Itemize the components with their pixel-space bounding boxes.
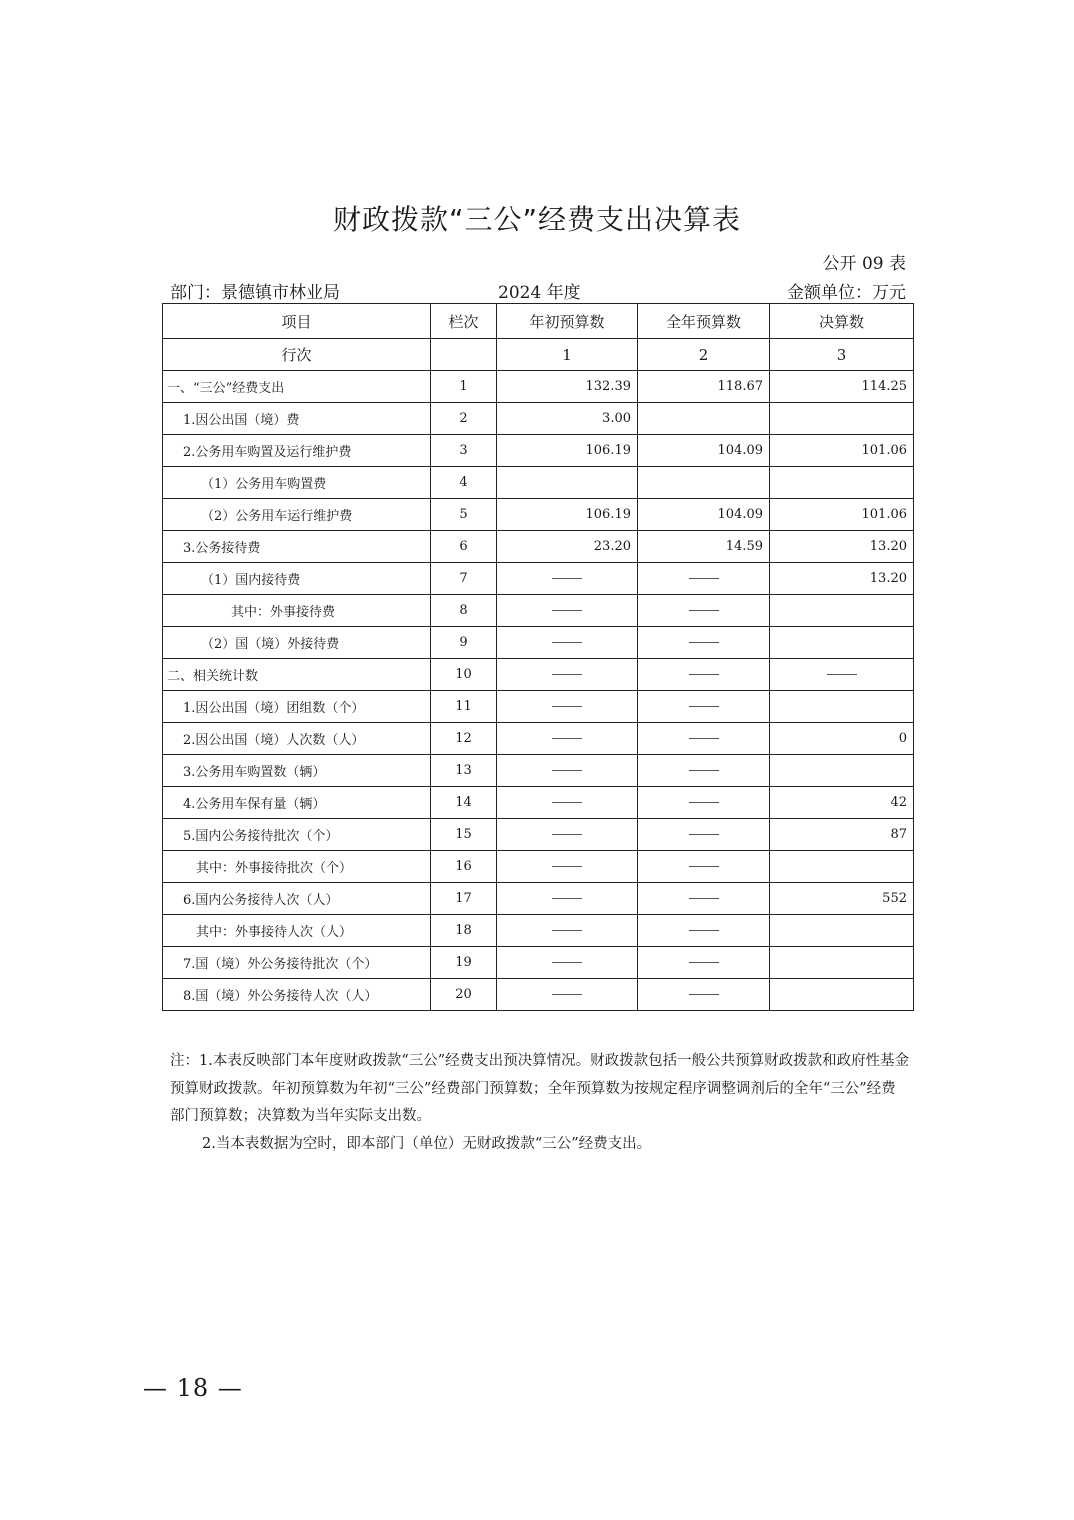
not-applicable-dash [689, 706, 719, 707]
full-year-budget-value [638, 883, 770, 915]
final-accounts-value: 13.20 [770, 531, 914, 563]
column-header-full-year-budget: 全年预算数 [638, 304, 770, 339]
final-accounts-value: 0 [770, 723, 914, 755]
final-accounts-value [770, 851, 914, 883]
not-applicable-dash [552, 930, 582, 931]
row-number: 3 [431, 435, 497, 467]
not-applicable-dash [552, 578, 582, 579]
row-number: 4 [431, 467, 497, 499]
not-applicable-dash [689, 802, 719, 803]
table-row [163, 723, 914, 755]
table-row [163, 403, 914, 435]
not-applicable-dash [689, 578, 719, 579]
notes [170, 1048, 910, 1158]
row-item-name: 7.国（境）外公务接待批次（个） [163, 947, 431, 979]
initial-budget-value: 23.20 [497, 531, 638, 563]
initial-budget-value [497, 563, 638, 595]
full-year-budget-value [638, 723, 770, 755]
full-year-budget-value [638, 467, 770, 499]
table-row [163, 883, 914, 915]
initial-budget-value: 106.19 [497, 435, 638, 467]
table-row [163, 563, 914, 595]
row-item-name: （1）公务用车购置费 [163, 467, 431, 499]
row-number: 2 [431, 403, 497, 435]
final-accounts-value: 42 [770, 787, 914, 819]
not-applicable-dash [552, 674, 582, 675]
initial-budget-value [497, 755, 638, 787]
full-year-budget-value [638, 819, 770, 851]
table-row [163, 755, 914, 787]
full-year-budget-value [638, 979, 770, 1011]
final-accounts-value: 87 [770, 819, 914, 851]
table-row [163, 819, 914, 851]
not-applicable-dash [827, 674, 857, 675]
not-applicable-dash [689, 610, 719, 611]
index-row-label: 行次 [163, 339, 431, 371]
row-item-name: 2.因公出国（境）人次数（人） [163, 723, 431, 755]
initial-budget-value [497, 723, 638, 755]
initial-budget-value [497, 851, 638, 883]
full-year-budget-value [638, 915, 770, 947]
table-row [163, 371, 914, 403]
final-accounts-value [770, 595, 914, 627]
table-meta [170, 278, 906, 302]
row-number: 15 [431, 819, 497, 851]
row-item-name: 3.公务用车购置数（辆） [163, 755, 431, 787]
not-applicable-dash [552, 962, 582, 963]
expense-table [162, 303, 914, 1011]
row-number: 9 [431, 627, 497, 659]
table-row [163, 435, 914, 467]
full-year-budget-value [638, 627, 770, 659]
initial-budget-value: 3.00 [497, 403, 638, 435]
note-2: 2.当本表数据为空时，即本部门（单位）无财政拨款“三公”经费支出。 [202, 1135, 652, 1152]
initial-budget-value [497, 659, 638, 691]
row-item-name: 8.国（境）外公务接待人次（人） [163, 979, 431, 1011]
row-number: 6 [431, 531, 497, 563]
row-number: 7 [431, 563, 497, 595]
row-item-name: 其中：外事接待费 [163, 595, 431, 627]
final-accounts-value [770, 947, 914, 979]
final-accounts-value [770, 467, 914, 499]
page-number: — 18 — [143, 1374, 243, 1402]
row-item-name: 2.公务用车购置及运行维护费 [163, 435, 431, 467]
initial-budget-value [497, 691, 638, 723]
index-cell: 2 [638, 339, 770, 371]
row-item-name: 1.因公出国（境）费 [163, 403, 431, 435]
row-number: 10 [431, 659, 497, 691]
full-year-budget-value [638, 403, 770, 435]
full-year-budget-value [638, 691, 770, 723]
final-accounts-value [770, 915, 914, 947]
final-accounts-value: 552 [770, 883, 914, 915]
table-row [163, 595, 914, 627]
not-applicable-dash [689, 994, 719, 995]
initial-budget-value [497, 883, 638, 915]
initial-budget-value [497, 979, 638, 1011]
not-applicable-dash [552, 898, 582, 899]
table-row [163, 979, 914, 1011]
initial-budget-value [497, 787, 638, 819]
column-header-no: 栏次 [431, 304, 497, 339]
row-item-name: 其中：外事接待批次（个） [163, 851, 431, 883]
final-accounts-value [770, 691, 914, 723]
table-row [163, 947, 914, 979]
row-number: 19 [431, 947, 497, 979]
not-applicable-dash [689, 898, 719, 899]
initial-budget-value [497, 947, 638, 979]
row-item-name: 4.公务用车保有量（辆） [163, 787, 431, 819]
full-year-budget-value: 104.09 [638, 499, 770, 531]
full-year-budget-value: 118.67 [638, 371, 770, 403]
department-label: 部门：景德镇市林业局 [170, 283, 340, 303]
not-applicable-dash [552, 642, 582, 643]
row-number: 16 [431, 851, 497, 883]
table-row [163, 499, 914, 531]
not-applicable-dash [552, 866, 582, 867]
row-item-name: 二、相关统计数 [163, 659, 431, 691]
not-applicable-dash [689, 930, 719, 931]
row-number: 5 [431, 499, 497, 531]
final-accounts-value [770, 755, 914, 787]
full-year-budget-value [638, 851, 770, 883]
not-applicable-dash [689, 962, 719, 963]
full-year-budget-value [638, 659, 770, 691]
not-applicable-dash [552, 770, 582, 771]
table-row [163, 531, 914, 563]
full-year-budget-value [638, 787, 770, 819]
header-row [163, 304, 914, 339]
initial-budget-value: 106.19 [497, 499, 638, 531]
row-number: 13 [431, 755, 497, 787]
full-year-budget-value: 14.59 [638, 531, 770, 563]
initial-budget-value [497, 595, 638, 627]
not-applicable-dash [552, 994, 582, 995]
not-applicable-dash [552, 802, 582, 803]
row-item-name: 3.公务接待费 [163, 531, 431, 563]
initial-budget-value [497, 915, 638, 947]
column-header-initial-budget: 年初预算数 [497, 304, 638, 339]
final-accounts-value: 101.06 [770, 435, 914, 467]
initial-budget-value: 132.39 [497, 371, 638, 403]
row-item-name: 其中：外事接待人次（人） [163, 915, 431, 947]
column-header-final-accounts: 决算数 [770, 304, 914, 339]
final-accounts-value [770, 403, 914, 435]
not-applicable-dash [689, 674, 719, 675]
row-number: 11 [431, 691, 497, 723]
note-1: 注：1.本表反映部门本年度财政拨款“三公”经费支出预决算情况。财政拨款包括一般公共预算财政拨款和政府性基金预算财政拨款。年初预算数为年初“三公”经费部门预算数；全年预算数为按规定程序调整调剂后的全年“三公”经费部门预算数；决算数为当年实际支出数。 [170, 1053, 910, 1124]
row-number: 1 [431, 371, 497, 403]
index-cell: 1 [497, 339, 638, 371]
index-cell [431, 339, 497, 371]
table-row [163, 467, 914, 499]
row-number: 18 [431, 915, 497, 947]
not-applicable-dash [689, 834, 719, 835]
final-accounts-value: 114.25 [770, 371, 914, 403]
table-row [163, 851, 914, 883]
full-year-budget-value [638, 563, 770, 595]
not-applicable-dash [689, 738, 719, 739]
row-number: 12 [431, 723, 497, 755]
page-title: 财政拨款“三公”经费支出决算表 [332, 203, 741, 236]
final-accounts-value: 13.20 [770, 563, 914, 595]
final-accounts-value [770, 979, 914, 1011]
row-number: 8 [431, 595, 497, 627]
not-applicable-dash [552, 738, 582, 739]
row-item-name: 6.国内公务接待人次（人） [163, 883, 431, 915]
row-number: 17 [431, 883, 497, 915]
row-number: 20 [431, 979, 497, 1011]
full-year-budget-value [638, 595, 770, 627]
row-number: 14 [431, 787, 497, 819]
final-accounts-value [770, 659, 914, 691]
row-item-name: 一、“三公”经费支出 [163, 371, 431, 403]
not-applicable-dash [552, 610, 582, 611]
table-number: 公开 09 表 [822, 254, 906, 274]
not-applicable-dash [552, 834, 582, 835]
table-row [163, 627, 914, 659]
initial-budget-value [497, 819, 638, 851]
amount-unit: 金额单位：万元 [787, 283, 906, 303]
initial-budget-value [497, 627, 638, 659]
column-header-item: 项目 [163, 304, 431, 339]
table-row [163, 659, 914, 691]
not-applicable-dash [689, 866, 719, 867]
full-year-budget-value [638, 755, 770, 787]
full-year-budget-value [638, 947, 770, 979]
table-row [163, 691, 914, 723]
table-row [163, 787, 914, 819]
index-row [163, 339, 914, 371]
row-item-name: 5.国内公务接待批次（个） [163, 819, 431, 851]
not-applicable-dash [552, 706, 582, 707]
index-cell: 3 [770, 339, 914, 371]
final-accounts-value [770, 627, 914, 659]
fiscal-year: 2024 年度 [498, 283, 581, 303]
final-accounts-value: 101.06 [770, 499, 914, 531]
row-item-name: 1.因公出国（境）团组数（个） [163, 691, 431, 723]
full-year-budget-value: 104.09 [638, 435, 770, 467]
initial-budget-value [497, 467, 638, 499]
row-item-name: （2）国（境）外接待费 [163, 627, 431, 659]
row-item-name: （2）公务用车运行维护费 [163, 499, 431, 531]
table-row [163, 915, 914, 947]
row-item-name: （1）国内接待费 [163, 563, 431, 595]
not-applicable-dash [689, 770, 719, 771]
not-applicable-dash [689, 642, 719, 643]
